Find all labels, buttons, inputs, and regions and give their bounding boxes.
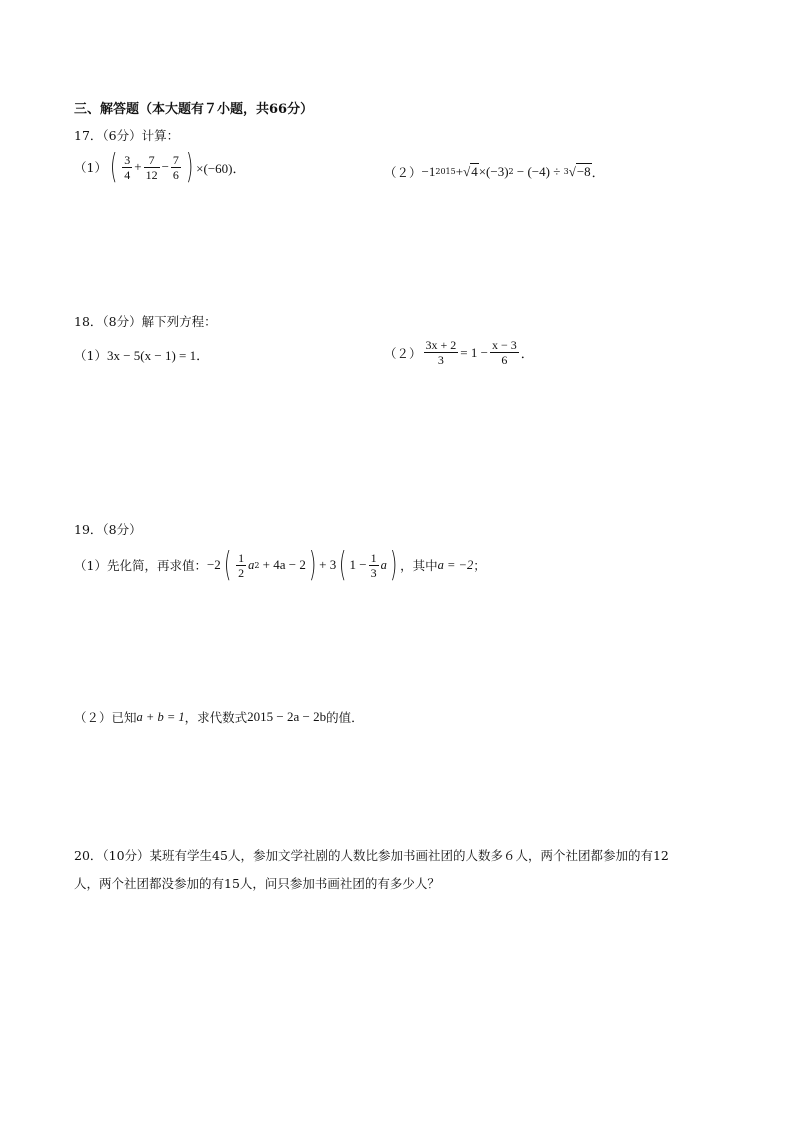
- right-paren: ): [308, 545, 317, 585]
- part-label: （２）: [384, 164, 422, 180]
- left-paren: (: [223, 545, 232, 585]
- cube-root-sign: √: [568, 163, 576, 179]
- math-tail: ×(−60)．: [196, 160, 246, 176]
- question-19-part-1: （1）先化简，再求值： −2 ( $\frac{1}{2}$ a 2 + 4a − 2 ) + 3 ( 1 − $\frac{1}{3}$ a ) ，其中 a = −2 ；: [74, 545, 486, 585]
- question-19-part-2: （２）已知 a + b = 1 ，求代数式 2015 − 2a − 2b 的值．: [74, 709, 364, 725]
- right-paren: ): [185, 147, 194, 187]
- equation: 3x − 5(x − 1) = 1．: [106, 348, 210, 363]
- fraction: $\frac{1}{3}$: [370, 550, 377, 580]
- question-19-heading: 19．（8分）: [74, 522, 142, 537]
- left-paren: (: [339, 545, 347, 585]
- fraction: $\frac{3x + 2}{3}$: [425, 338, 457, 367]
- part-label: （1）: [74, 160, 107, 175]
- question-20-line-1: 20．（10分）某班有学生45人，参加文学社剧的人数比参加书画社团的人数多６人，两个社团都参加的有12: [74, 848, 669, 863]
- fraction: $\frac{7}{12}$: [145, 152, 158, 182]
- section-title: 三、解答题（本大题有７小题，共66分）: [74, 102, 314, 117]
- part-label: （２）: [384, 345, 422, 361]
- fraction: $\frac{3}{4}$: [124, 152, 131, 182]
- question-20-line-2: 人，两个社团都没参加的有15人，问只参加书画社团的有多少人？: [74, 876, 440, 891]
- right-paren: ): [389, 545, 398, 585]
- fraction: $\frac{x - 3}{6}$: [491, 338, 517, 367]
- question-17-heading: 17．（6分）计算：: [74, 128, 180, 143]
- question-18-part-1: [74, 345, 209, 364]
- part-label: （1）先化简，再求值：: [74, 558, 207, 573]
- question-17-part-2: （２） −1 2015 + √ 4 ×(−3) 2 − (−4) ÷ 3 √ −8 ．: [384, 163, 605, 180]
- question-18-heading: 18．（8分）解下列方程：: [74, 314, 217, 329]
- fraction: $\frac{7}{6}$: [172, 152, 179, 182]
- sqrt-sign: √: [463, 163, 471, 179]
- left-paren: (: [109, 147, 118, 187]
- part-label: （1）: [74, 347, 107, 363]
- question-17-part-1: （1） ( $\frac{3}{4}$ + $\frac{7}{12}$ − $\frac{7}{6}$ ) ×(−60)．: [74, 147, 246, 187]
- question-18-part-2: （２） $\frac{3x + 2}{3}$ = 1 − $\frac{x - 3}{6}$ ．: [384, 338, 534, 367]
- fraction: $\frac{1}{2}$: [238, 550, 245, 580]
